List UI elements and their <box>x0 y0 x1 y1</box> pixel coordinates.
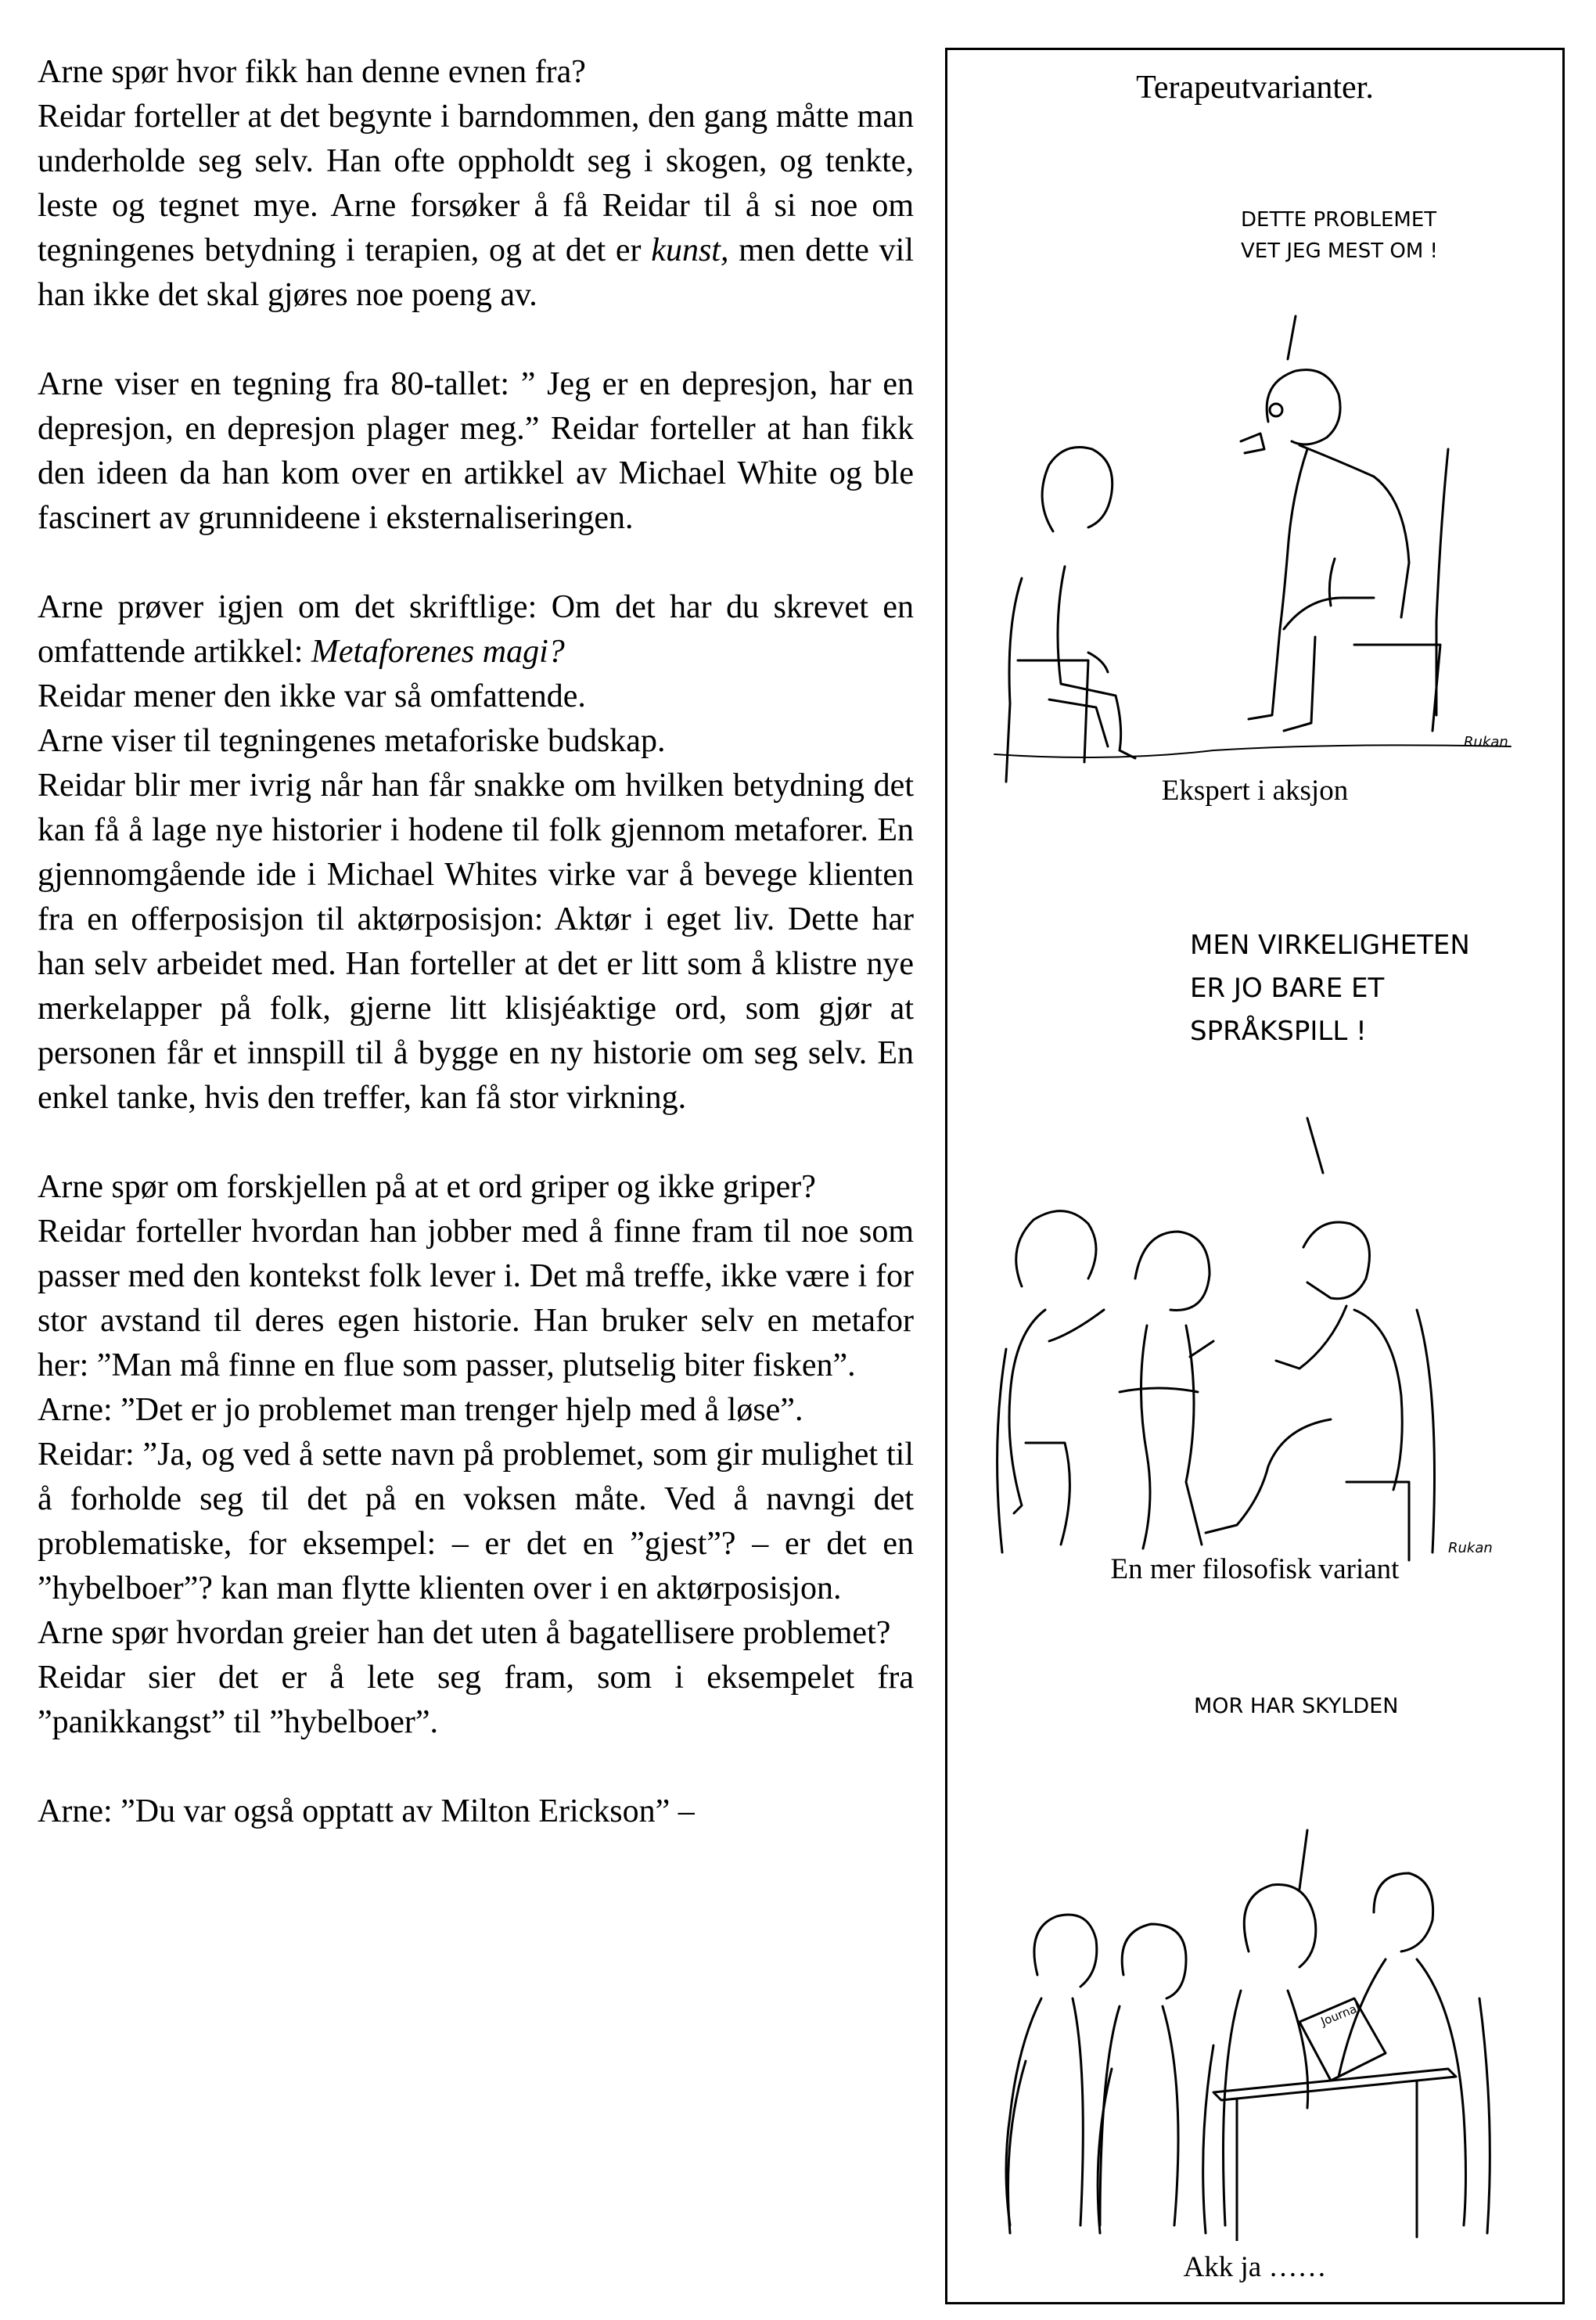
speech-line: VET JEG MEST OM ! <box>1241 239 1438 263</box>
paragraph-text: Arne: ”Det er jo problemet man trenger hjelp med å løse”. <box>38 1392 803 1428</box>
paragraph-text: Arne spør hvordan greier han det uten å bagatellisere problemet? <box>38 1615 891 1651</box>
article-paragraph <box>38 764 914 1120</box>
cartoon-expert-drawing <box>979 152 1534 801</box>
article-paragraph <box>38 719 914 764</box>
sidebar-title: Terapeutvarianter. <box>1136 70 1374 106</box>
article-paragraph <box>38 1433 914 1611</box>
article-paragraph <box>38 1789 914 1834</box>
cartoon-philosophical-drawing <box>979 872 1534 1568</box>
paragraph-gap <box>38 1120 914 1165</box>
artist-signature: Rukan <box>1448 1540 1493 1556</box>
paragraph-text: Arne viser til tegningenes metaforiske budskap. <box>38 723 666 759</box>
paragraph-text: Arne spør hvor fikk han denne evnen fra? <box>38 54 586 90</box>
cartoon-caption: Akk ja …… <box>1183 2251 1327 2283</box>
paragraph-text: Arne spør om forskjellen på at et ord griper og ikke griper? <box>38 1169 816 1205</box>
table <box>1213 2069 1456 2100</box>
journal-label: Journal <box>1318 2000 1362 2029</box>
article-text <box>38 50 914 1834</box>
speech-tick <box>1307 1118 1323 1173</box>
paragraph-text: Reidar blir mer ivrig når han får snakke om hvilken betydning det kan få å lage nye historier i hodene til folk gjennom metaforer. En gjennomgående ide i Michael Whites virke var å bevege klienten fra en offerposisjon til aktørposisjon: Aktør i eget liv. Dette har han selv arbeidet med. Han forteller at det er litt som å klistre nye merkelapper på folk, gjerne litt klisjéaktige ord, som gjør at personen får et innspill til å bygge en ny historie om seg selv. En enkel tanke, hvis den treffer, kan få stor virkning. <box>38 768 914 1116</box>
cartoon-caption: En mer filosofisk variant <box>1110 1553 1400 1585</box>
client-figure <box>1006 1915 1097 2225</box>
cartoon-caption: Ekspert i aksjon <box>1161 775 1349 807</box>
therapist-figure <box>1120 1232 1213 1548</box>
emphasis-text: Metaforenes magi? <box>311 634 565 670</box>
paragraph-text: Reidar forteller at det begynte i barndommen, den gang måtte man underholde seg selv. Han ofte oppholdt seg i skogen, og tenkte, leste og tegnet mye. Arne forsøker å få Reidar til å si noe om tegningenes betydning i terapien, og at det er <box>38 99 914 268</box>
client-figure <box>1100 1924 1186 2225</box>
article-paragraph <box>38 1388 914 1433</box>
client-figure <box>998 1211 1104 1552</box>
cartoon-blame <box>979 1631 1534 2241</box>
speech-line: ER JO BARE ET <box>1190 973 1385 1004</box>
artist-signature: Rukan <box>1464 734 1508 750</box>
article-paragraph <box>38 1611 914 1656</box>
article-paragraph <box>38 362 914 541</box>
paragraph-text: Reidar: ”Ja, og ved å sette navn på problemet, som gir mulighet til å forholde seg til det på en voksen måte. Ved å navngi det problematiske, for eksempel: – er det en ”gjest”? – er det en ”hybelboer”? kan man flytte klienten over i en aktørposisjon. <box>38 1437 914 1606</box>
paragraph-text: Arne: ”Du var også opptatt av Milton Erickson” – <box>38 1793 695 1829</box>
therapist-figure <box>1299 1873 1466 2225</box>
therapist-figure <box>1206 1222 1435 1560</box>
emphasis-text: kunst, <box>651 232 729 268</box>
article-paragraph <box>38 1165 914 1210</box>
speech-line: MOR HAR SKYLDEN <box>1194 1694 1399 1718</box>
speech-line: MEN VIRKELIGHETEN <box>1190 930 1470 961</box>
paragraph-gap <box>38 541 914 585</box>
paragraph-gap <box>38 318 914 362</box>
client-figure <box>1006 448 1135 782</box>
article-paragraph <box>38 95 914 318</box>
paragraph-text: Reidar forteller hvordan han jobber med å finne fram til noe som passer med den kontekst folk lever i. Det må treffe, ikke være i for stor avstand til deres egen historie. Han bruker selv en metafor her: ”Man må finne en flue som passer, plutselig biter fisken”. <box>38 1214 914 1383</box>
cartoon-expert <box>979 152 1534 801</box>
cartoon-sidebar <box>945 48 1565 2304</box>
table-legs <box>1237 2081 1417 2241</box>
article-paragraph <box>38 1210 914 1388</box>
speech-line: SPRÅKSPILL ! <box>1190 1016 1367 1047</box>
article-paragraph <box>38 585 914 674</box>
paragraph-text: Arne viser en tegning fra 80-tallet: ” Jeg er en depresjon, har en depresjon, en depresjon plager meg.” Reidar forteller at han fikk den ideen da han kom over en artikkel av Michael White og ble fascinert av grunnideene i eksternaliseringen. <box>38 366 914 536</box>
paragraph-text: Reidar mener den ikke var så omfattende. <box>38 678 586 714</box>
cartoon-philosophical <box>979 872 1534 1568</box>
floor-line <box>994 745 1511 757</box>
cartoon-blame-drawing <box>979 1631 1534 2241</box>
speech-tick <box>1288 316 1296 359</box>
paragraph-text: men dette vil han ikke det skal gjøres noe poeng av. <box>38 232 914 313</box>
speech-line: DETTE PROBLEMET <box>1241 208 1437 232</box>
article-paragraph <box>38 1656 914 1745</box>
paragraph-text: Arne prøver igjen om det skriftlige: Om det har du skrevet en omfattende artikkel: <box>38 589 914 670</box>
speech-tick <box>1299 1830 1307 1889</box>
article-paragraph <box>38 674 914 719</box>
therapist-figure <box>1241 370 1448 731</box>
article-paragraph <box>38 50 914 95</box>
paragraph-gap <box>38 1745 914 1789</box>
paragraph-text: Reidar sier det er å lete seg fram, som i eksempelet fra ”panikkangst” til ”hybelboer”. <box>38 1660 914 1740</box>
